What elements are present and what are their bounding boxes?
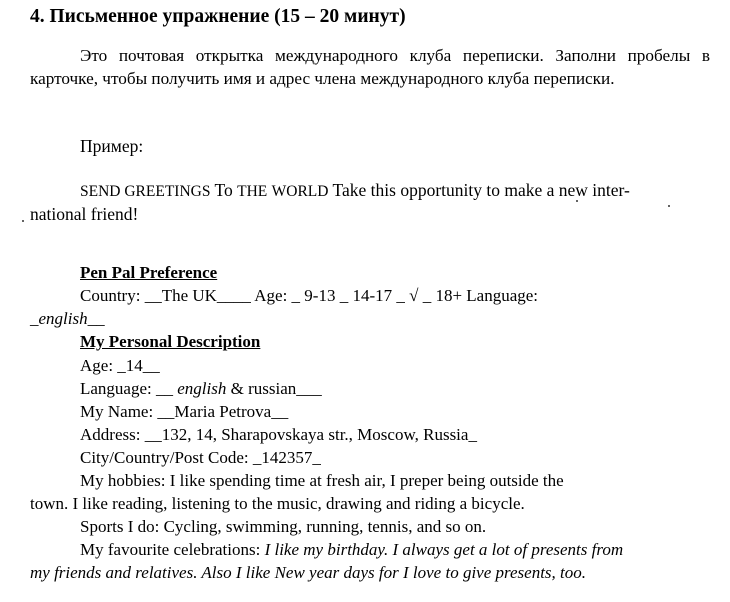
language-pre: Language: __	[80, 379, 178, 398]
preference-line-1: Country: __The UK____ Age: _ 9-13 _ 14-17 _ √ _ 18+ Language:	[80, 286, 539, 305]
celebrations-text-1: I like my birthday. I always get a lot of presents from	[264, 540, 624, 559]
name-field: My Name: __Maria Petrova__	[80, 402, 289, 421]
sports-field: Sports I do: Cycling, swimming, running, tennis, and so on.	[80, 517, 487, 536]
hobbies-line-1: My hobbies: I like spending time at fresh air, I preper being outside the	[80, 471, 564, 490]
scan-speck	[576, 200, 578, 202]
address-field: Address: __132, 14, Sharapovskaya str., Moscow, Russia_	[80, 425, 477, 444]
celebrations-label: My favourite celebrations:	[80, 540, 265, 559]
language-field	[80, 378, 322, 400]
language-english: english	[177, 379, 227, 398]
greeting-to: To	[214, 180, 233, 200]
postcode-field: City/Country/Post Code: _142357_	[80, 448, 321, 467]
greeting-line-1	[80, 179, 630, 203]
celebrations-line-2: my friends and relatives. Also I like New year days for I love to give presents, too.	[30, 563, 587, 582]
greeting-send: SEND GREETINGS	[80, 183, 211, 200]
celebrations-line-1	[80, 539, 623, 561]
language-post: & russian___	[226, 379, 322, 398]
greeting-world: WORLD	[271, 183, 329, 200]
hobbies-line-2: town. I like reading, listening to the music, drawing and riding a bicycle.	[30, 494, 525, 513]
pen-pal-preference-heading: Pen Pal Preference	[80, 263, 218, 282]
example-label: Пример:	[80, 136, 144, 156]
age-field: Age: _14__	[80, 356, 160, 375]
preference-line-2: _english__	[30, 309, 105, 328]
scan-speck	[22, 220, 24, 222]
personal-description-heading: My Personal Description	[80, 332, 261, 351]
greeting-line-2: national friend!	[30, 204, 139, 224]
exercise-title: 4. Письменное упражнение (15 – 20 минут)	[30, 6, 406, 27]
greeting-rest: Take this opportunity to make a new inter-	[332, 180, 630, 200]
scan-speck	[668, 205, 670, 207]
greeting-the: THE	[237, 183, 268, 200]
instruction-paragraph: Это почтовая открытка международного клуба переписки. Заполни пробелы в карточке, чтобы получить имя и адрес члена международного клуба переписки.	[30, 46, 710, 88]
